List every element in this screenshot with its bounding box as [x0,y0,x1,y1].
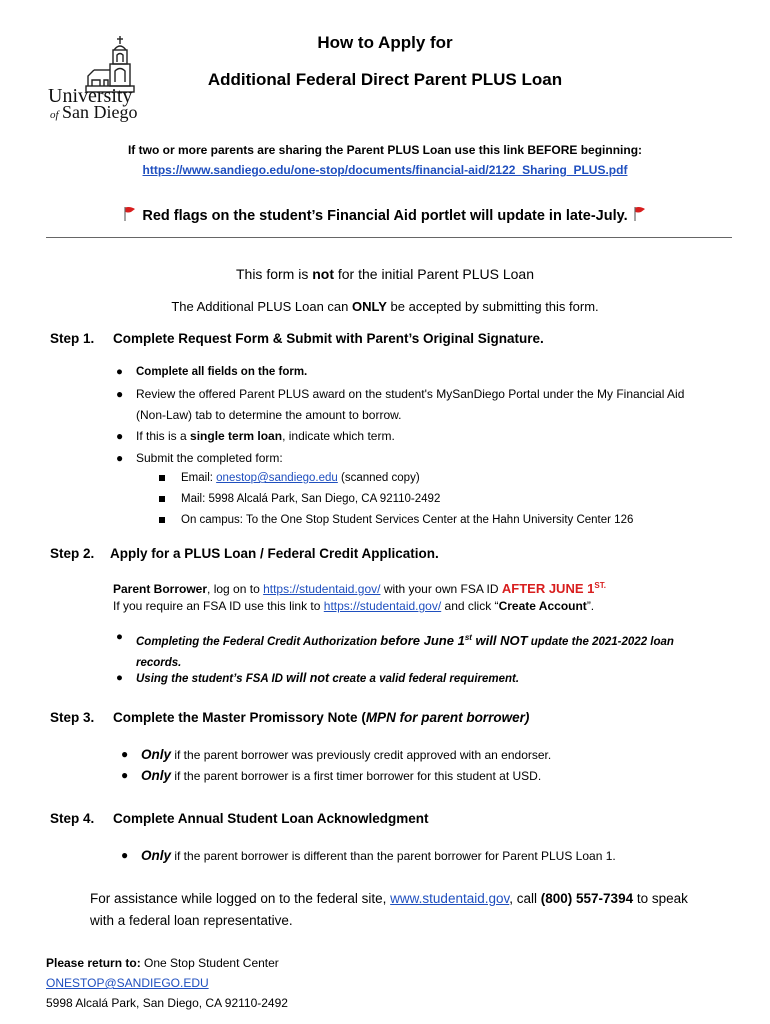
assistance-paragraph [90,888,730,932]
page-title-line2: Additional Federal Direct Parent PLUS Loan [207,70,563,89]
step2-paragraph-2 [113,596,594,616]
text: This form is [235,266,313,282]
text-bold: not [312,266,334,282]
text: be accepted by submitting this form. [386,299,599,314]
text: with a federal loan representative. [90,913,293,928]
sharing-plus-link[interactable]: https://www.sandiego.edu/one-stop/documents/financial-aid/2122_Sharing_PLUS.pdf [142,163,628,177]
text-only: Only [141,848,172,863]
text: Email: [181,472,217,484]
step4-number: Step 4. [50,811,95,826]
text: For assistance while logged on to the federal site, [90,891,391,906]
text-italic: MPN for parent borrower) [365,710,530,725]
step3-number: Step 3. [50,710,95,725]
after-june-text: AFTER JUNE 1 [501,581,595,596]
text-sup: ST. [594,581,606,590]
list-item: ● If this is a single term loan, indicate which term. [116,429,395,443]
list-item: ● Complete all fields on the form. [116,366,308,378]
text: (scanned copy) [337,472,420,484]
list-item: ● Only if the parent borrower is different than the parent borrower for Parent PLUS Loan 1. [121,848,616,863]
text-bold: single term loan [190,429,283,443]
step4-title: Complete Annual Student Loan Acknowledgment [113,811,429,826]
studentaid-create-link[interactable]: https://studentaid.gov/ [323,599,442,613]
step3-title [113,710,529,725]
text: with your own FSA ID [380,582,502,596]
sharing-notice: If two or more parents are sharing the Parent PLUS Loan use this link BEFORE beginning: [127,143,643,157]
sharing-link-row [0,163,770,177]
sub-list-item [181,510,633,531]
svg-text:San Diego: San Diego [62,102,138,122]
sub-list-item [181,468,420,489]
step1-number: Step 1. [50,331,95,346]
red-flags-text: Red flags on the student’s Financial Aid portlet will update in late-July. [142,208,628,224]
text: will not [286,671,330,685]
text: create a valid federal requirement. [329,673,520,685]
text: One Stop Student Center [140,956,279,970]
red-flag-icon [122,206,138,222]
svg-text:of: of [50,109,59,121]
list-item: ● Only if the parent borrower is a first timer borrower for this student at USD. [121,768,542,783]
text: Review the offered Parent PLUS award on the student's MySanDiego Portal under the My Financial Aid [136,387,685,401]
text: Using the student’s FSA ID [136,673,287,685]
step1-title: Complete Request Form & Submit with Parent’s Original Signature. [113,331,544,346]
text: update the 2021-2022 loan [527,635,674,648]
return-to-line [46,953,279,973]
return-address: 5998 Alcalá Park, San Diego, CA 92110-2492 [46,996,288,1010]
text-only: Only [141,747,172,762]
text-bold: ONLY [352,299,387,314]
text: ”. [586,599,595,613]
text: if the parent borrower is a first timer borrower for this student at USD. [171,769,542,783]
text: records. [136,656,182,669]
page-title-line1: How to Apply for [317,33,453,52]
text: if the parent borrower is different than the parent borrower for Parent PLUS Loan 1. [171,849,616,863]
text: The Additional PLUS Loan can [171,299,353,314]
step2-title: Apply for a PLUS Loan / Federal Credit Application. [110,546,439,561]
text: before June 1 [380,632,465,648]
studentaid-link[interactable]: https://studentaid.gov/ [263,582,381,596]
text: Mail: 5998 Alcalá Park, San Diego, CA 92110-2492 [181,493,441,505]
text: Complete the Master Promissory Note ( [113,710,366,725]
divider [46,237,732,238]
text: If you require an FSA ID use this link to [113,599,324,613]
text: If this is a [136,429,191,443]
only-accepted-notice [0,299,770,314]
text: , call [509,891,541,906]
text: if the parent borrower was previously credit approved with an endorser. [171,748,552,762]
text: Completing the Federal Credit Authorization [136,635,381,648]
list-item: ● Only if the parent borrower was previously credit approved with an endorser. [121,747,552,762]
studentaid-gov-link[interactable]: www.studentaid.gov [390,891,510,906]
text-only: Only [141,768,172,783]
text: On campus: To the One Stop Student Services Center at the Hahn University Center 126 [181,514,634,526]
text: , indicate which term. [282,429,395,443]
list-item: ● Using the student’s FSA ID will not create a valid federal requirement. [116,671,520,685]
text: , log on to [207,582,264,596]
return-email-row [46,973,209,993]
not-initial-notice [0,266,770,282]
text: will NOT [471,632,528,648]
onestop-email-link[interactable]: onestop@sandiego.edu [216,472,338,484]
text: Complete all fields on the form. [136,366,308,378]
text-bold: Please return to: [46,956,141,970]
list-item: ● Submit the completed form: [116,451,283,465]
text: to speak [633,891,688,906]
list-item: ● Review the offered Parent PLUS award on the student's MySanDiego Portal under the My Financial Aid (Non-Law) tab to determine the amount to borrow. [116,387,685,422]
text: Submit the completed form: [136,451,283,465]
text: for the initial Parent PLUS Loan [333,266,534,282]
svg-text:University: University [48,85,133,107]
red-flags-notice [0,206,770,224]
text-bold: Parent Borrower [113,582,208,596]
red-flag-icon [632,206,648,222]
text: and click “ [441,599,499,613]
return-email-link[interactable]: ONESTOP@SANDIEGO.EDU [46,976,209,990]
step2-number: Step 2. [50,546,95,561]
text: (Non-Law) tab to determine the amount to borrow. [136,408,402,422]
text-sup: st [464,633,472,642]
phone-number: (800) 557-7394 [540,891,634,906]
sub-list-item [181,489,440,510]
text-bold: Create Account [498,599,587,613]
list-item: ● Completing the Federal Credit Authorization before June 1st will NOT update the 2021-2022 loan records. [116,631,674,669]
